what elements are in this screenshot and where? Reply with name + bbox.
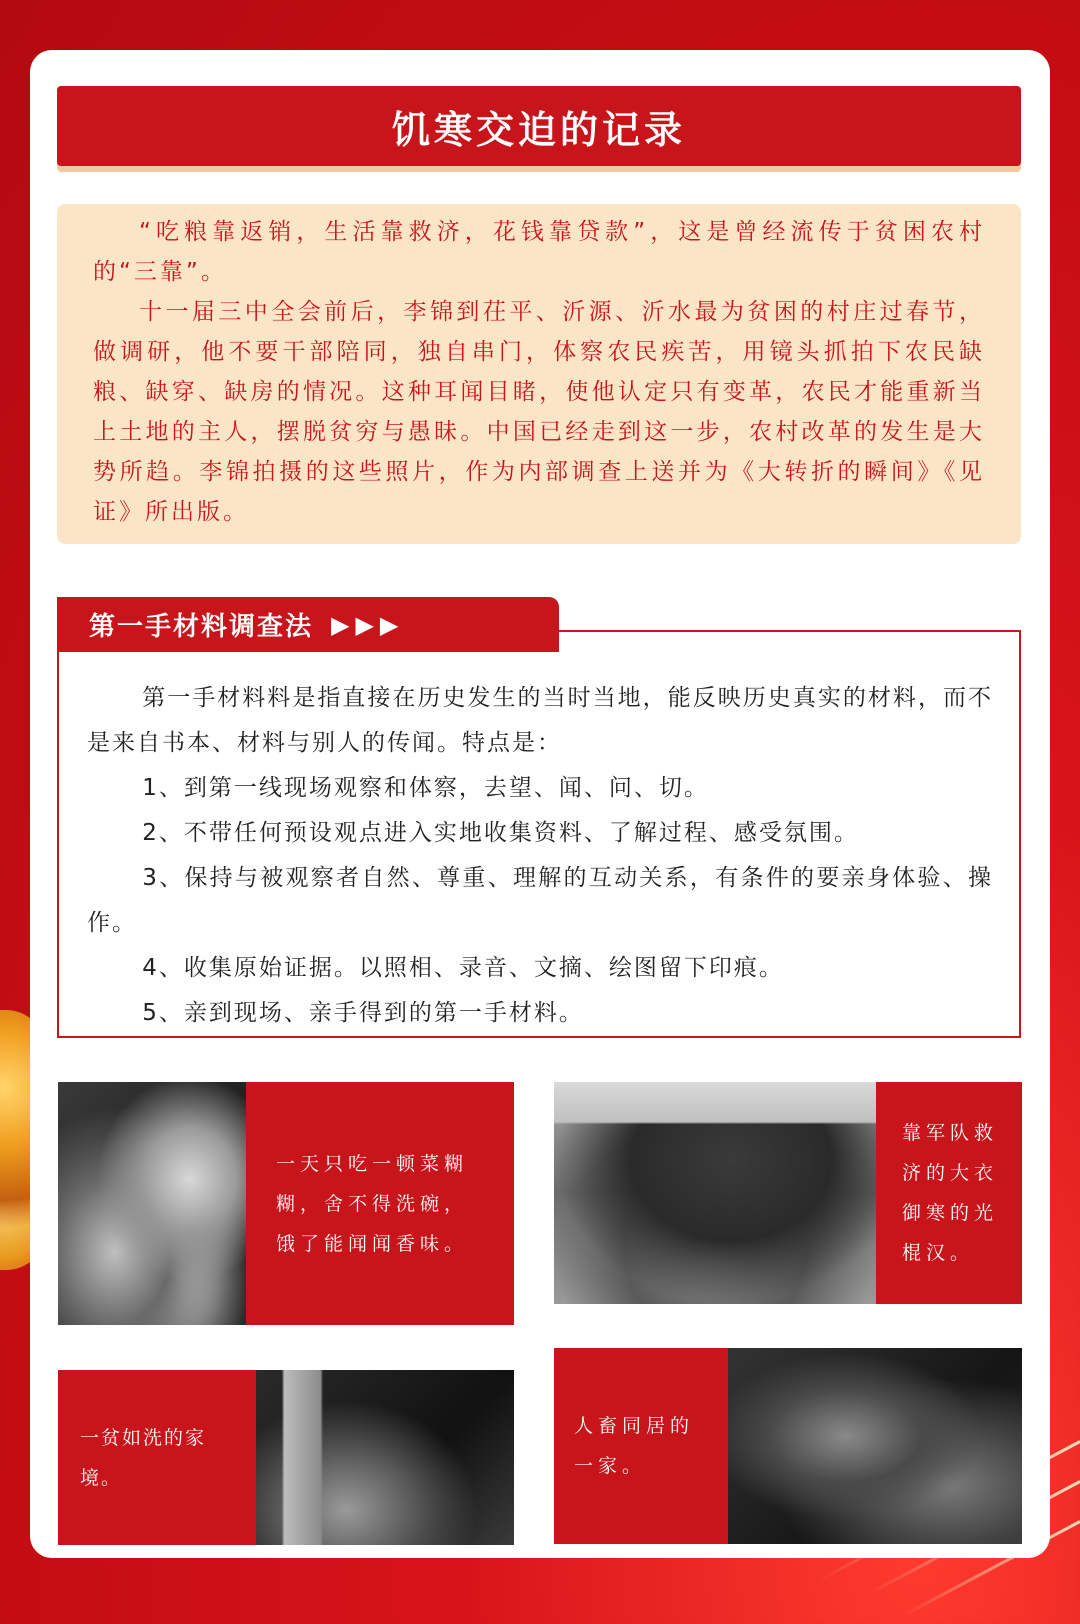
method-point-5: 5、亲到现场、亲手得到的第一手材料。 <box>142 1000 584 1026</box>
photo-image <box>256 1370 514 1545</box>
method-point-2: 2、不带任何预设观点进入实地收集资料、了解过程、感受氛围。 <box>142 820 859 846</box>
intro-panel <box>57 204 1021 544</box>
photo-image <box>554 1082 876 1304</box>
section-heading <box>57 597 559 652</box>
photo-caption: 一贫如洗的家境。 <box>58 1370 256 1545</box>
intro-paragraph-1: “吃粮靠返销，生活靠救济，花钱靠贷款”，这是曾经流传于贫困农村的“三靠”。 <box>93 219 985 285</box>
photo-image <box>728 1348 1022 1544</box>
method-point-4: 4、收集原始证据。以照相、录音、文摘、绘图留下印痕。 <box>142 955 784 981</box>
photo-caption: 一天只吃一顿菜糊糊，舍不得洗碗，饿了能闻闻香味。 <box>246 1082 514 1325</box>
method-box <box>57 630 1021 1038</box>
page-title: 饥寒交迫的记录 <box>57 86 1021 166</box>
photo-card-2 <box>554 1082 1022 1304</box>
method-paragraph: 第一手材料料是指直接在历史发生的当时当地，能反映历史真实的材料，而不是来自书本、材料与别人的传闻。特点是： <box>87 685 993 756</box>
photo-image <box>58 1082 246 1325</box>
photo-caption: 靠军队救济的大衣御寒的光棍汉。 <box>876 1082 1022 1304</box>
photo-card-4 <box>554 1348 1022 1544</box>
photo-card-3 <box>58 1370 514 1545</box>
section-heading-text: 第一手材料调查法 <box>89 612 314 642</box>
arrow-icons: ▶▶▶ <box>331 610 405 639</box>
method-point-3: 3、保持与被观察者自然、尊重、理解的互动关系，有条件的要亲身体验、操作。 <box>87 865 993 936</box>
photo-card-1 <box>58 1082 514 1325</box>
intro-paragraph-2: 十一届三中全会前后，李锦到茌平、沂源、沂水最为贫困的村庄过春节，做调研，他不要干部陪同，独自串门，体察农民疾苦，用镜头抓拍下农民缺粮、缺穿、缺房的情况。这种耳闻目睹，使他认定只有变革，农民才能重新当上土地的主人，摆脱贫穷与愚昧。中国已经走到这一步，农村改革的发生是大势所趋。李锦拍摄的这些照片，作为内部调查上送并为《大转折的瞬间》《见证》所出版。 <box>93 299 985 525</box>
photo-caption: 人畜同居的一家。 <box>554 1348 728 1544</box>
method-point-1: 1、到第一线现场观察和体察，去望、闻、问、切。 <box>142 775 709 801</box>
